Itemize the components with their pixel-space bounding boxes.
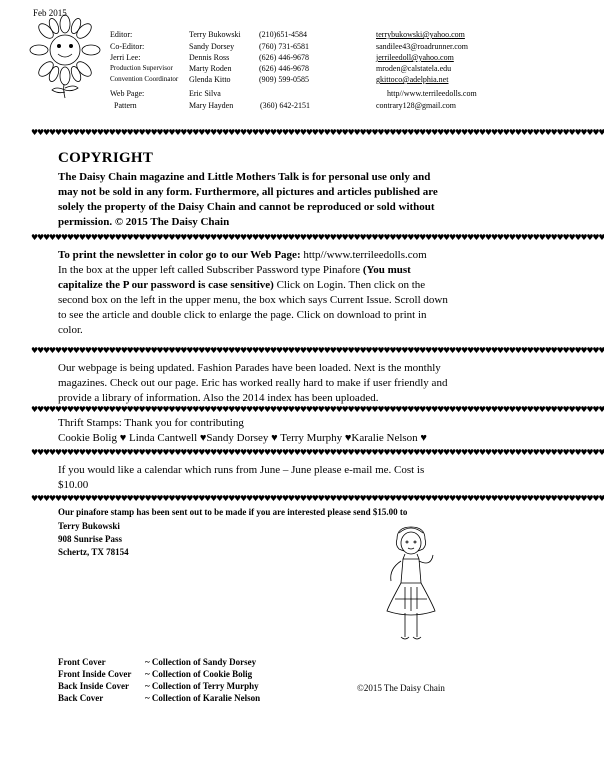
cover-collection: ~ Collection of Cookie Bolig (145, 669, 253, 679)
thrift-stamps-contributors: Cookie Bolig ♥ Linda Cantwell ♥Sandy Dorsey ♥ Terry Murphy ♥Karalie Nelson ♥ (58, 432, 427, 444)
copyright-line: permission. © 2015 The Daisy Chain (58, 216, 230, 228)
cover-label: Front Inside Cover (58, 669, 132, 679)
webpage-update-note (58, 361, 488, 406)
print-instructions-text: Click on Login. Then click on the (273, 279, 426, 291)
calendar-offer-price: $10.00 (58, 479, 89, 491)
staff-name: Sandy Dorsey (189, 42, 235, 51)
staff-email-link[interactable]: terrybukowski@yahoo.com (376, 30, 465, 39)
staff-email: sandilee43@roadrunner.com (376, 42, 469, 51)
copyright-notice (58, 170, 488, 230)
print-instructions-text: to see the article and double click to enlarge the page. Click on download to print in (58, 309, 427, 321)
hearts-divider: ♥♥♥♥♥♥♥♥♥♥♥♥♥♥♥♥♥♥♥♥♥♥♥♥♥♥♥♥♥♥♥♥♥♥♥♥♥♥♥♥♥♥♥♥♥♥♥♥♥♥♥♥♥♥♥♥♥♥♥♥♥♥♥♥♥♥♥♥♥♥♥♥♥♥♥♥♥♥♥♥♥♥♥♥♥♥♥♥♥♥♥♥♥♥♥♥ (31, 405, 604, 414)
cover-collection: ~ Collection of Karalie Nelson (145, 693, 261, 703)
staff-email-link[interactable]: jerrileedoll@yahoo.com (376, 53, 454, 62)
pinafore-stamp-notice: Our pinafore stamp has been sent out to be made if you are interested please send $15.00 to (58, 507, 408, 517)
staff-email-link[interactable]: gkittoco@adelphia.net (376, 75, 449, 84)
staff-name: Terry Bukowski (189, 30, 241, 39)
cover-label: Front Cover (58, 657, 106, 667)
thrift-stamps (58, 416, 488, 446)
staff-role: Production Supervisor (110, 64, 173, 72)
hearts-divider: ♥♥♥♥♥♥♥♥♥♥♥♥♥♥♥♥♥♥♥♥♥♥♥♥♥♥♥♥♥♥♥♥♥♥♥♥♥♥♥♥♥♥♥♥♥♥♥♥♥♥♥♥♥♥♥♥♥♥♥♥♥♥♥♥♥♥♥♥♥♥♥♥♥♥♥♥♥♥♥♥♥♥♥♥♥♥♥♥♥♥♥♥♥♥♥♥ (31, 448, 604, 457)
cover-collection: ~ Collection of Terry Murphy (145, 681, 259, 691)
print-instructions-emphasis: capitalize the P our password is case sensitive) (58, 279, 274, 291)
cover-label: Back Cover (58, 693, 104, 703)
staff-role: Editor: (110, 30, 133, 39)
calendar-offer-line: If you would like a calendar which runs from June – June please e-mail me. Cost is (58, 464, 425, 476)
print-instructions-text: color. (58, 324, 83, 336)
print-instructions-lead: To print the newsletter in color go to our Web Page: (58, 249, 301, 261)
address-street: 908 Sunrise Pass (58, 534, 123, 544)
address-name: Terry Bukowski (58, 521, 120, 531)
copyright-heading: COPYRIGHT (58, 150, 154, 166)
staff-name: Mary Hayden (189, 101, 234, 110)
hearts-divider: ♥♥♥♥♥♥♥♥♥♥♥♥♥♥♥♥♥♥♥♥♥♥♥♥♥♥♥♥♥♥♥♥♥♥♥♥♥♥♥♥♥♥♥♥♥♥♥♥♥♥♥♥♥♥♥♥♥♥♥♥♥♥♥♥♥♥♥♥♥♥♥♥♥♥♥♥♥♥♥♥♥♥♥♥♥♥♥♥♥♥♥♥♥♥♥♥ (31, 233, 604, 242)
copyright-line: The Daisy Chain magazine and Little Mothers Talk is for personal use only and (58, 171, 431, 183)
staff-phone: (626) 446-9678 (259, 64, 309, 73)
staff-name: Glenda Kitto (189, 75, 231, 84)
staff-phone: (210)651-4584 (259, 30, 307, 39)
staff-role: Web Page: (110, 89, 145, 98)
print-instructions-emphasis: (You must (362, 264, 411, 276)
copyright-line: solely the property of the Daisy Chain and cannot be reproduced or sold without (58, 201, 435, 213)
staff-role: Pattern (114, 101, 137, 110)
footer-copyright: ©2015 The Daisy Chain (357, 683, 445, 693)
staff-name: Eric Silva (189, 89, 221, 98)
mailing-address (58, 520, 129, 559)
daisy-logo-icon (30, 18, 100, 98)
print-instructions-text: In the box at the upper left called Subscriber Password type Pinafore (58, 264, 363, 276)
staff-phone: (909) 599-0585 (259, 75, 309, 84)
address-city: Schertz, TX 78154 (58, 547, 129, 557)
staff-role: Convention Coordinator (110, 75, 179, 83)
print-instructions-text: second box on the left in the upper menu, the box which says Current Issue. Scroll down (58, 294, 448, 306)
calendar-offer (58, 463, 488, 493)
staff-role: Co-Editor: (110, 42, 145, 51)
hearts-divider: ♥♥♥♥♥♥♥♥♥♥♥♥♥♥♥♥♥♥♥♥♥♥♥♥♥♥♥♥♥♥♥♥♥♥♥♥♥♥♥♥♥♥♥♥♥♥♥♥♥♥♥♥♥♥♥♥♥♥♥♥♥♥♥♥♥♥♥♥♥♥♥♥♥♥♥♥♥♥♥♥♥♥♥♥♥♥♥♥♥♥♥♥♥♥♥♥ (31, 346, 604, 355)
webpage-note-line: magazines. Check out our page. Eric has worked really hard to make if user friendly and (58, 377, 448, 389)
doll-illustration (375, 525, 445, 650)
staff-phone: (626) 446-9678 (259, 53, 309, 62)
staff-email: contrary128@gmail.com (376, 101, 457, 110)
webpage-note-line: Our webpage is being updated. Fashion Parades have been loaded. Next is the monthly (58, 362, 441, 374)
staff-email: mroden@calstatela.edu (376, 64, 452, 73)
hearts-divider: ♥♥♥♥♥♥♥♥♥♥♥♥♥♥♥♥♥♥♥♥♥♥♥♥♥♥♥♥♥♥♥♥♥♥♥♥♥♥♥♥♥♥♥♥♥♥♥♥♥♥♥♥♥♥♥♥♥♥♥♥♥♥♥♥♥♥♥♥♥♥♥♥♥♥♥♥♥♥♥♥♥♥♥♥♥♥♥♥♥♥♥♥♥♥♥♥ (31, 128, 604, 137)
staff-role: Jerri Lee: (110, 53, 141, 62)
staff-phone: (360) 642-2151 (260, 101, 310, 110)
print-instructions (58, 248, 488, 338)
website-link[interactable]: http//www.terrileedolls.com (387, 89, 477, 98)
hearts-divider: ♥♥♥♥♥♥♥♥♥♥♥♥♥♥♥♥♥♥♥♥♥♥♥♥♥♥♥♥♥♥♥♥♥♥♥♥♥♥♥♥♥♥♥♥♥♥♥♥♥♥♥♥♥♥♥♥♥♥♥♥♥♥♥♥♥♥♥♥♥♥♥♥♥♥♥♥♥♥♥♥♥♥♥♥♥♥♥♥♥♥♥♥♥♥♥♥ (31, 494, 604, 503)
webpage-note-line: provide a library of information. Also the 2014 index has been uploaded. (58, 392, 379, 404)
thrift-stamps-heading: Thrift Stamps: Thank you for contributing (58, 417, 244, 429)
issue-date: Feb 2015 (33, 8, 67, 18)
staff-phone: (760) 731-6581 (259, 42, 309, 51)
copyright-line: may not be sold in any form. Furthermore, all pictures and articles published are (58, 186, 438, 198)
staff-name: Dennis Ross (189, 53, 230, 62)
staff-name: Marty Roden (189, 64, 232, 73)
cover-label: Back Inside Cover (58, 681, 130, 691)
cover-collection: ~ Collection of Sandy Dorsey (145, 657, 257, 667)
website-url-link[interactable]: http//www.terrileedolls.com (300, 249, 427, 261)
